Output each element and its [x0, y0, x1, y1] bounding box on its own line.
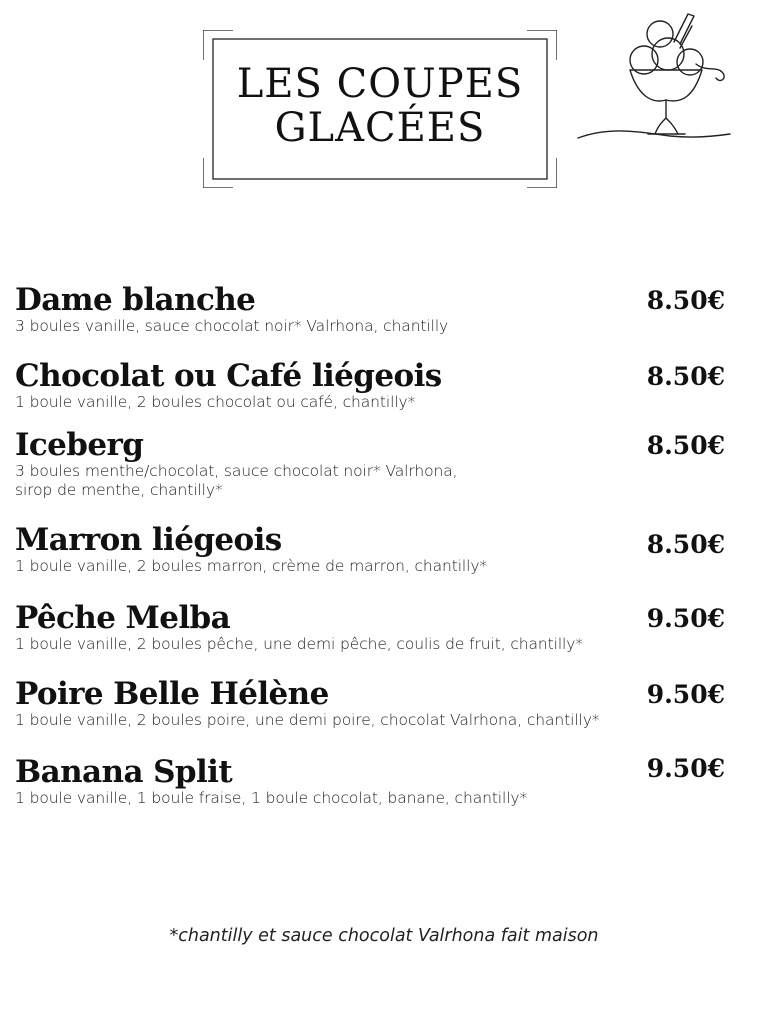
menu-item-description: 1 boule vanille, 2 boules pêche, une demi pêche, coulis de fruit, chantilly*: [15, 635, 583, 653]
menu-item-description: 3 boules menthe/chocolat, sauce chocolat noir* Valrhona, sirop de menthe, chantilly*: [15, 462, 458, 499]
menu-item-description: 3 boules vanille, sauce chocolat noir* Valrhona, chantilly: [15, 317, 449, 335]
menu-item-name: Marron liégeois: [15, 522, 282, 558]
menu-item-price: 9.50€: [646, 680, 725, 709]
page-title-line2: GLACÉES: [274, 105, 486, 151]
menu-item-description: 1 boule vanille, 2 boules chocolat ou café, chantilly*: [15, 393, 416, 411]
menu-item-price: 8.50€: [646, 362, 725, 391]
menu-item-name: Chocolat ou Café liégeois: [15, 358, 442, 394]
menu-item-name: Dame blanche: [15, 282, 256, 318]
page-title-line1: LES COUPES: [236, 61, 524, 107]
menu-item-price: 9.50€: [646, 604, 725, 633]
menu-item-name: Poire Belle Hélène: [15, 676, 329, 712]
menu-item-price: 8.50€: [646, 286, 725, 315]
menu-item-name: Pêche Melba: [15, 600, 231, 636]
footnote: *chantilly et sauce chocolat Valrhona fait maison: [169, 926, 599, 946]
menu-item-name: Banana Split: [15, 754, 233, 790]
menu-item-price: 8.50€: [646, 431, 725, 460]
menu-item-description: 1 boule vanille, 2 boules poire, une demi poire, chocolat Valrhona, chantilly*: [15, 711, 600, 729]
menu-item-name: Iceberg: [15, 427, 144, 463]
menu-item-description: 1 boule vanille, 1 boule fraise, 1 boule chocolat, banane, chantilly*: [15, 789, 528, 807]
menu-item-description: 1 boule vanille, 2 boules marron, crème de marron, chantilly*: [15, 557, 488, 575]
ice-cream-sundae-icon: [570, 8, 750, 153]
title-frame: [203, 30, 557, 188]
menu-item-price: 9.50€: [646, 754, 725, 783]
menu-item-price: 8.50€: [646, 530, 725, 559]
page-title: [203, 62, 557, 150]
